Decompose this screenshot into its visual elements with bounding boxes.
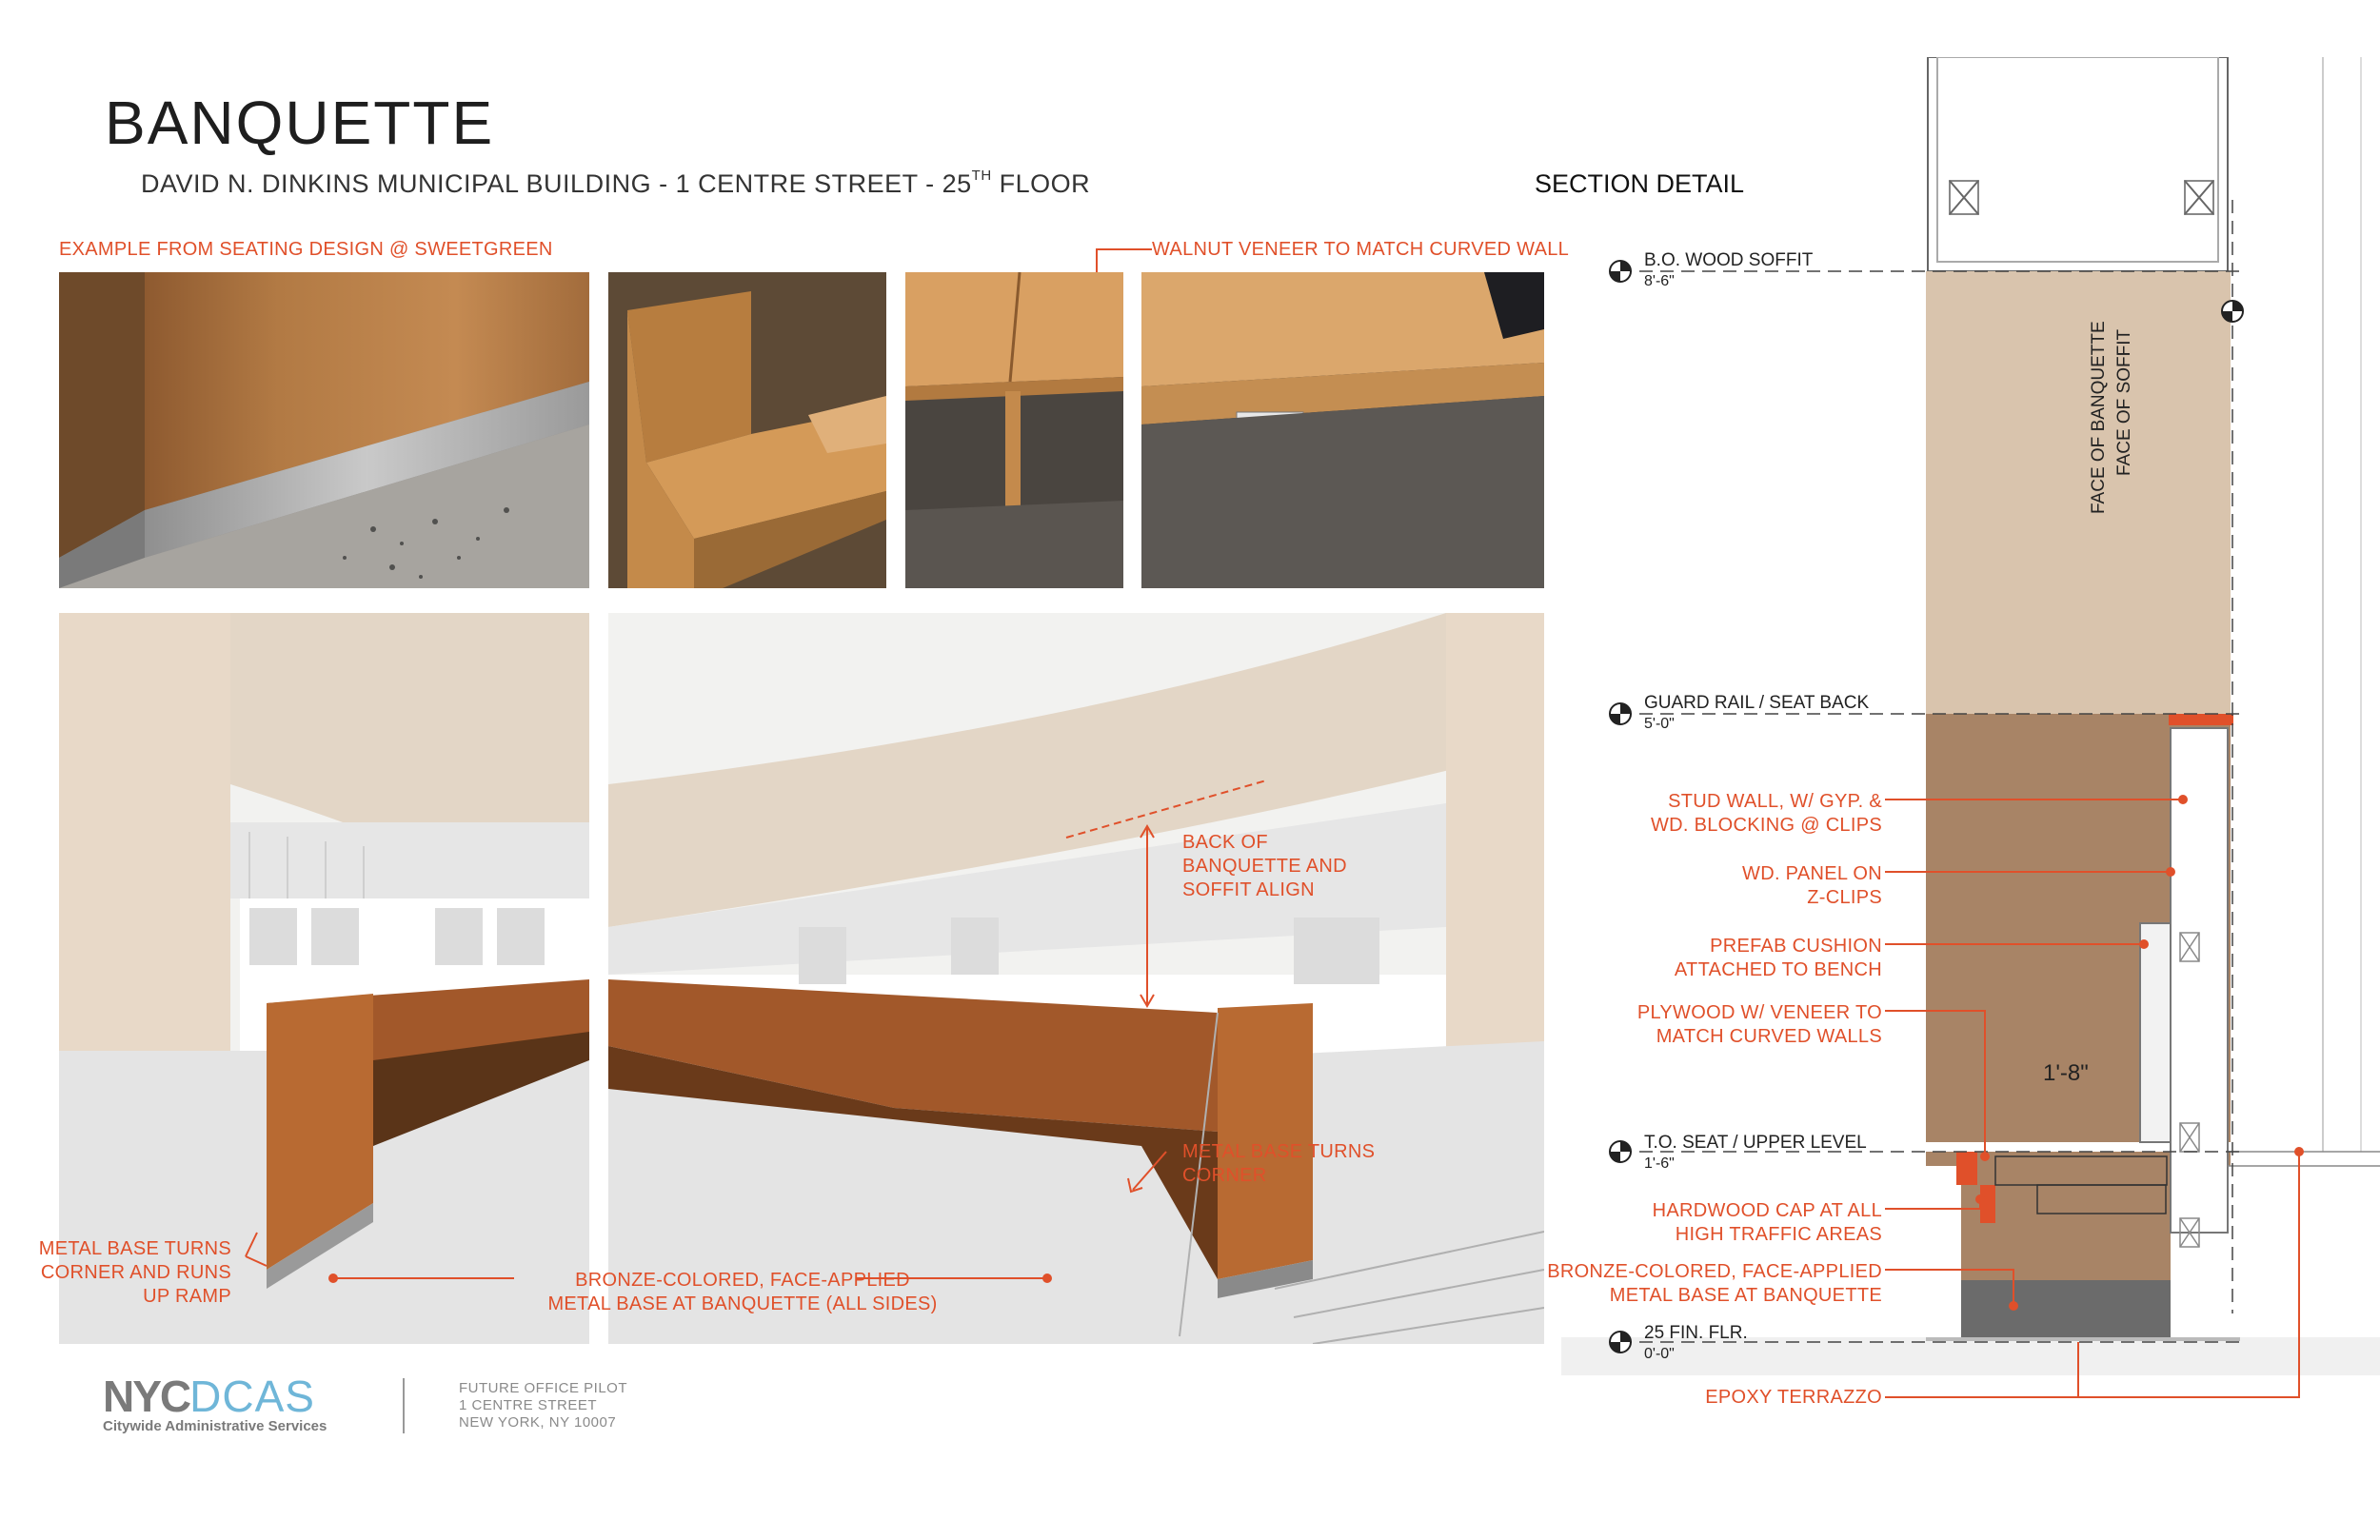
note-line: METAL BASE TURNS: [38, 1238, 231, 1259]
level-label-guard-rail: GUARD RAIL / SEAT BACK: [1644, 693, 1870, 713]
level-label-soffit: B.O. WOOD SOFFIT: [1644, 250, 1814, 270]
level-value-guard-rail: 5'-0": [1644, 716, 1675, 732]
footer-line: 1 CENTRE STREET: [459, 1397, 598, 1413]
note-line: BRONZE-COLORED, FACE-APPLIED: [575, 1270, 910, 1291]
callout-plywood: [1542, 1001, 1882, 1049]
note-line: STUD WALL, W/ GYP. &: [1668, 791, 1882, 812]
callout-bronze-base: [1523, 1260, 1882, 1308]
callout-stud-wall: [1542, 790, 1882, 838]
footer-line: FUTURE OFFICE PILOT: [459, 1380, 628, 1396]
note-line: CORNER: [1182, 1165, 1267, 1186]
logo-dcas: DCAS: [189, 1372, 315, 1421]
face-of-banquette-label: FACE OF BANQUETTE: [2089, 321, 2109, 514]
subtitle-text: DAVID N. DINKINS MUNICIPAL BUILDING - 1 CENTRE STREET - 25: [141, 169, 972, 198]
nyc-dcas-logo: [103, 1371, 327, 1434]
callout-wd-panel: [1542, 862, 1882, 910]
note-line: ATTACHED TO BENCH: [1674, 959, 1882, 980]
face-of-soffit-label: FACE OF SOFFIT: [2114, 328, 2134, 476]
note-line: HARDWOOD CAP AT ALL: [1652, 1200, 1882, 1221]
callout-hardwood-cap: [1542, 1199, 1882, 1247]
subtitle-tail: FLOOR: [991, 169, 1091, 198]
logo-subtitle: Citywide Administrative Services: [103, 1418, 327, 1434]
level-label-floor: 25 FIN. FLR.: [1644, 1323, 1748, 1343]
note-line: CORNER AND RUNS: [40, 1262, 231, 1283]
note-line: METAL BASE TURNS: [1182, 1141, 1376, 1162]
note-line: EPOXY TERRAZZO: [1705, 1387, 1882, 1408]
note-line: METAL BASE AT BANQUETTE (ALL SIDES): [547, 1293, 938, 1314]
note-line: METAL BASE AT BANQUETTE: [1609, 1285, 1882, 1306]
note-line: SOFFIT ALIGN: [1182, 879, 1315, 900]
footer-divider: [403, 1378, 405, 1433]
dimension-label: 1'-8": [2043, 1060, 2089, 1086]
note-line: PREFAB CUSHION: [1710, 936, 1882, 957]
photo-note-example: EXAMPLE FROM SEATING DESIGN @ SWEETGREEN: [59, 239, 553, 260]
note-line: BANQUETTE AND: [1182, 856, 1347, 877]
level-value-floor: 0'-0": [1644, 1346, 1675, 1362]
level-value-seat: 1'-6": [1644, 1155, 1675, 1172]
note-line: WD. BLOCKING @ CLIPS: [1650, 815, 1882, 836]
note-line: WD. PANEL ON: [1742, 863, 1882, 884]
footer-line: NEW YORK, NY 10007: [459, 1414, 617, 1431]
note-line: PLYWOOD W/ VENEER TO: [1636, 1002, 1882, 1023]
note-line: UP RAMP: [143, 1286, 231, 1307]
note-line: MATCH CURVED WALLS: [1656, 1026, 1882, 1047]
level-label-seat: T.O. SEAT / UPPER LEVEL: [1644, 1133, 1867, 1153]
footer-info: [459, 1380, 627, 1431]
section-detail-title: SECTION DETAIL: [1535, 169, 1745, 198]
callout-epoxy-terrazzo: [1542, 1386, 1882, 1410]
note-line: HIGH TRAFFIC AREAS: [1675, 1224, 1882, 1245]
note-line: BRONZE-COLORED, FACE-APPLIED: [1547, 1261, 1882, 1282]
callout-prefab-cushion: [1542, 935, 1882, 982]
note-line: Z-CLIPS: [1807, 887, 1882, 908]
note-line: BACK OF: [1182, 832, 1268, 853]
page-title: BANQUETTE: [105, 89, 495, 157]
photo-note-veneer: WALNUT VENEER TO MATCH CURVED WALL: [1152, 239, 1570, 260]
subtitle-superscript: TH: [971, 168, 992, 184]
logo-nyc: NYC: [103, 1372, 190, 1421]
level-value-soffit: 8'-6": [1644, 273, 1675, 289]
